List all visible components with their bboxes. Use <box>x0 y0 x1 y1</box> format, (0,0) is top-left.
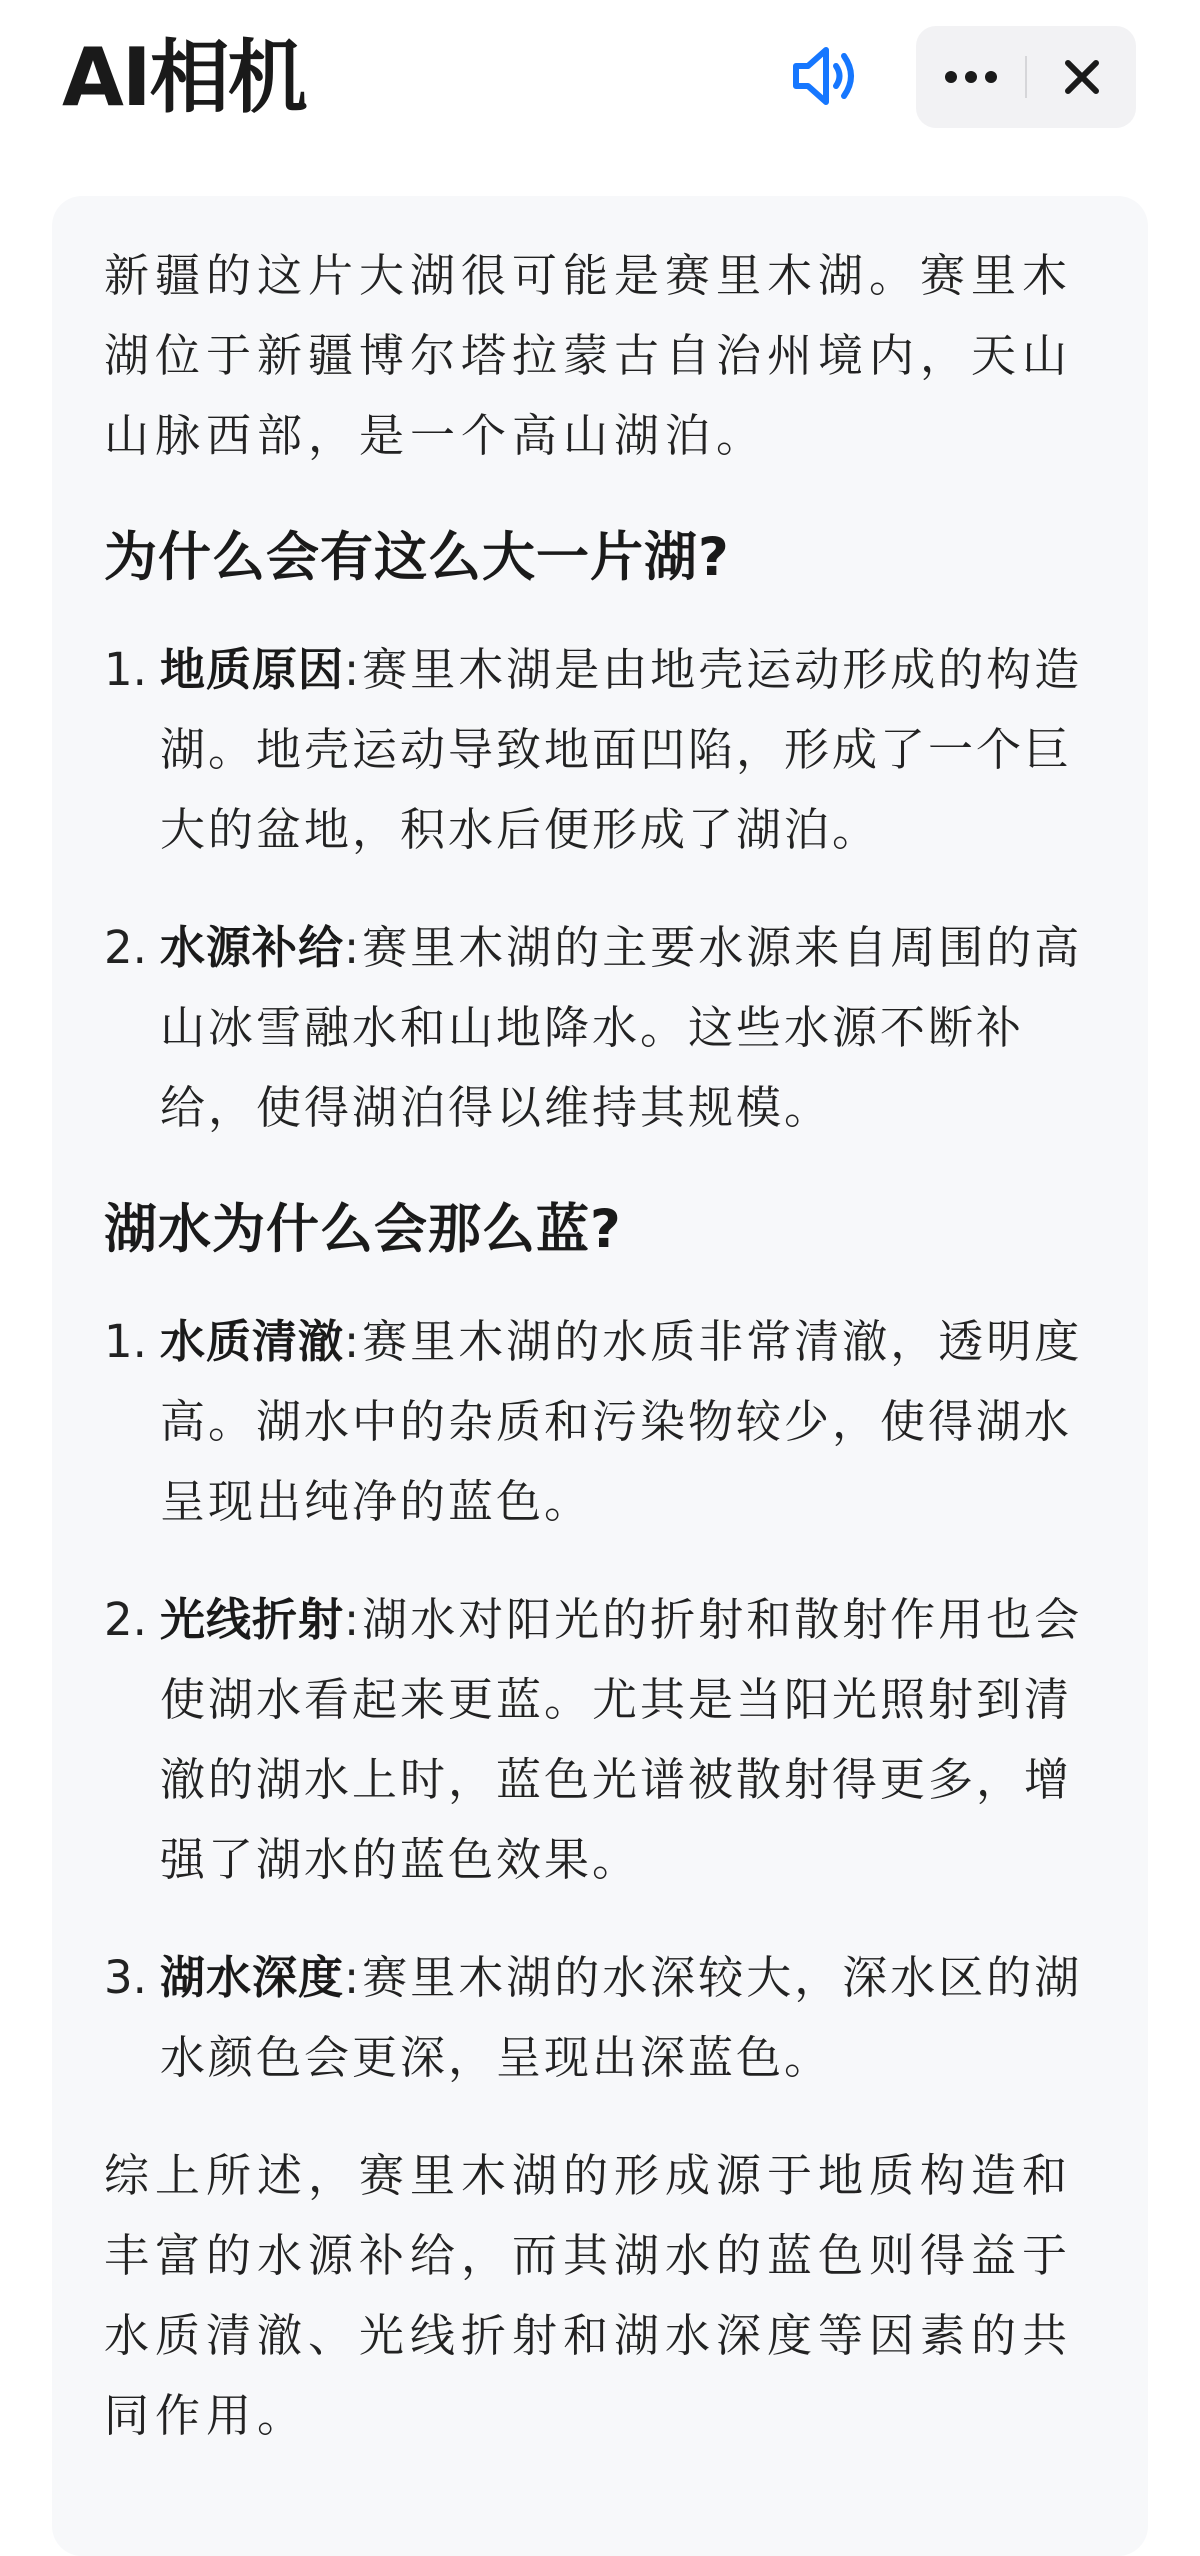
answer-content <box>104 236 1104 2456</box>
list-text: 赛里木湖的主要水源来自周围的高山冰雪融水和山地降水。这些水源不断补给，使得湖泊得以维持其规模。 <box>160 921 1083 1134</box>
more-icon <box>941 67 1001 87</box>
list-separator: : <box>344 643 363 696</box>
speaker-button[interactable] <box>786 36 866 116</box>
list-item <box>104 908 1104 1148</box>
close-button[interactable] <box>1027 26 1136 128</box>
list-number: 1. <box>104 1315 147 1368</box>
list-text: 赛里木湖是由地壳运动形成的构造湖。地壳运动导致地面凹陷，形成了一个巨大的盆地，积水后便形成了湖泊。 <box>160 643 1083 856</box>
capsule-menu <box>916 26 1136 128</box>
page-title: AI相机 <box>62 31 306 124</box>
answer-card <box>52 196 1148 2556</box>
list-number: 1. <box>104 643 147 696</box>
list-term: 地质原因 <box>160 643 345 696</box>
list-term: 湖水深度 <box>160 1951 345 2004</box>
list-number: 2. <box>104 921 147 974</box>
list-separator: : <box>344 1593 363 1646</box>
list-text: 湖水对阳光的折射和散射作用也会使湖水看起来更蓝。尤其是当阳光照射到清澈的湖水上时，蓝色光谱被散射得更多，增强了湖水的蓝色效果。 <box>160 1593 1083 1886</box>
list-number: 3. <box>104 1951 147 2004</box>
list-number: 2. <box>104 1593 147 1646</box>
list-item <box>104 1580 1104 1900</box>
list-separator: : <box>344 1315 363 1368</box>
close-icon <box>1062 57 1102 97</box>
list-separator: : <box>344 1951 363 2004</box>
list-item <box>104 1302 1104 1542</box>
intro-paragraph: 新疆的这片大湖很可能是赛里木湖。赛里木湖位于新疆博尔塔拉蒙古自治州境内，天山山脉西部，是一个高山湖泊。 <box>104 249 1074 462</box>
section-heading-lake-color: 湖水为什么会那么蓝? <box>104 1199 622 1260</box>
more-button[interactable] <box>916 26 1026 128</box>
lake-size-list <box>104 630 1104 1148</box>
list-term: 光线折射 <box>160 1593 345 1646</box>
list-item <box>104 630 1104 870</box>
list-text: 赛里木湖的水深较大，深水区的湖水颜色会更深，呈现出深蓝色。 <box>160 1951 1083 2084</box>
list-term: 水源补给 <box>160 921 345 974</box>
list-separator: : <box>344 921 363 974</box>
list-term: 水质清澈 <box>160 1315 345 1368</box>
list-text: 赛里木湖的水质非常清澈，透明度高。湖水中的杂质和污染物较少，使得湖水呈现出纯净的蓝色。 <box>160 1315 1083 1528</box>
summary-paragraph: 综上所述，赛里木湖的形成源于地质构造和丰富的水源补给，而其湖水的蓝色则得益于水质清澈、光线折射和湖水深度等因素的共同作用。 <box>104 2149 1074 2442</box>
section-heading-lake-size: 为什么会有这么大一片湖? <box>104 527 730 588</box>
list-item <box>104 1938 1104 2098</box>
speaker-icon <box>788 38 864 114</box>
lake-color-list <box>104 1302 1104 2098</box>
app-header <box>0 0 1200 160</box>
